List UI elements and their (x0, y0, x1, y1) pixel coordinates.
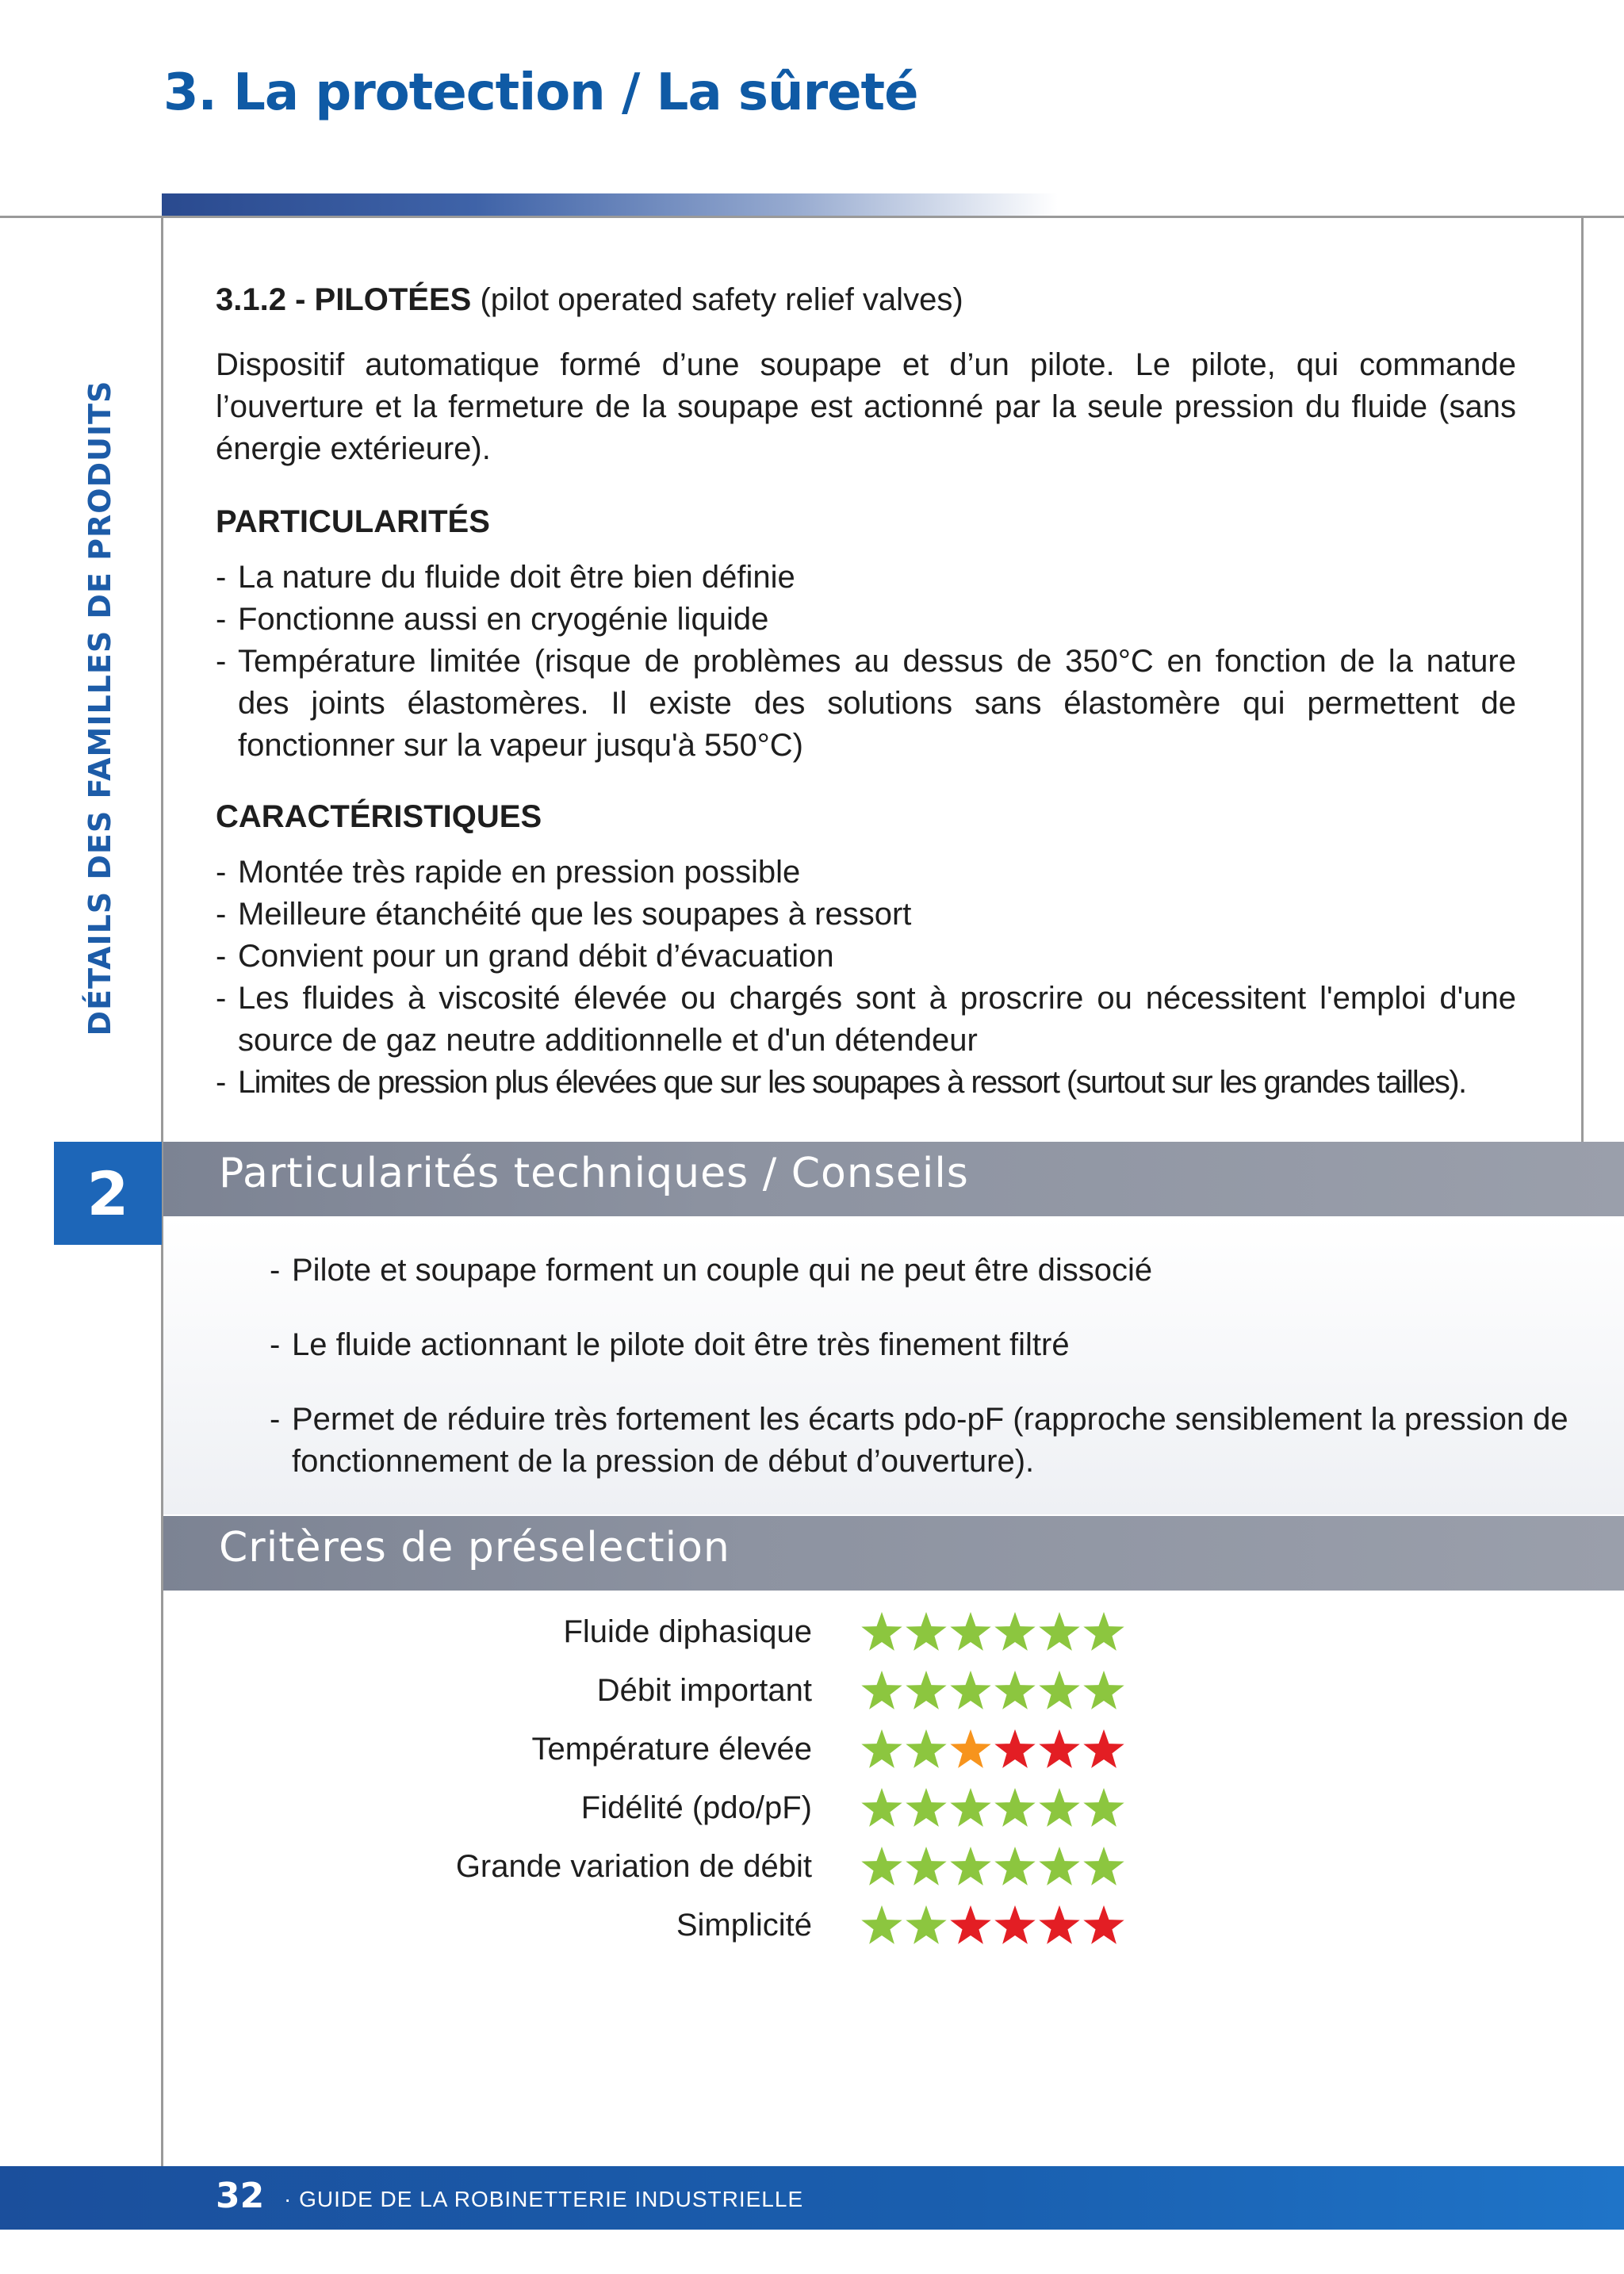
caracteristiques-list (216, 852, 1516, 1104)
star-red-icon (993, 1903, 1037, 1947)
conseil-item: - Permet de réduire très fortement les écarts pdo-pF (rapproche sensiblement la pression de fonctionnement de la pression de début d’ouverture). (270, 1399, 1586, 1483)
chapter-number-tab: 2 (54, 1142, 162, 1245)
star-green-icon (993, 1786, 1037, 1830)
frame-right-rule (1581, 216, 1584, 1143)
caracteristiques-heading: CARACTÉRISTIQUES (216, 799, 542, 834)
star-rating (860, 1610, 1126, 1654)
star-green-icon (1082, 1844, 1126, 1889)
footer-text: · GUIDE DE LA ROBINETTERIE INDUSTRIELLE (284, 2187, 804, 2211)
particularites-list (216, 557, 1516, 767)
list-item: - Limites de pression plus élevées que sur les soupapes à ressort (surtout sur les grandes tailles). (216, 1062, 1516, 1104)
star-green-icon (948, 1668, 993, 1713)
section-heading (216, 282, 1516, 318)
sidebar-chapter-label: DÉTAILS DES FAMILLES DE PRODUITS (82, 380, 117, 1036)
section-number-title: 3.1.2 - PILOTÉES (216, 282, 472, 317)
star-green-icon (993, 1844, 1037, 1889)
star-rating (860, 1786, 1126, 1830)
star-green-icon (948, 1786, 993, 1830)
particularites-heading: PARTICULARITÉS (216, 504, 490, 539)
section-subtitle: (pilot operated safety relief valves) (480, 282, 963, 317)
list-item: - Convient pour un grand débit d’évacuation (216, 936, 1516, 978)
page-title: 3. La protection / La sûreté (163, 63, 918, 122)
star-green-icon (948, 1844, 993, 1889)
conseil-text: Permet de réduire très fortement les écarts pdo-pF (rapproche sensiblement la pression de fonctionnement de la pression de début d’ouverture). (292, 1402, 1568, 1479)
criteria-row (317, 1903, 1189, 1951)
star-green-icon (1037, 1668, 1082, 1713)
criteria-row (317, 1786, 1189, 1833)
star-green-icon (904, 1610, 948, 1654)
star-red-icon (948, 1903, 993, 1947)
list-item: - La nature du fluide doit être bien définie (216, 557, 1516, 599)
star-green-icon (860, 1727, 904, 1771)
list-item: - Température limitée (risque de problèmes au dessus de 350°C en fonction de la nature des joints élastomères. Il existe des solutions sans élastomère qui permettent de fonctionner sur la vapeur jusqu'à 550°C) (216, 641, 1516, 767)
star-green-icon (993, 1610, 1037, 1654)
star-green-icon (1082, 1668, 1126, 1713)
star-green-icon (1037, 1844, 1082, 1889)
star-red-icon (1037, 1903, 1082, 1947)
star-red-icon (1082, 1727, 1126, 1771)
star-green-icon (904, 1844, 948, 1889)
star-red-icon (993, 1727, 1037, 1771)
criteria-label: Fidélité (pdo/pF) (580, 1790, 812, 1825)
conseil-text: Le fluide actionnant le pilote doit être très finement filtré (292, 1327, 1070, 1362)
star-green-icon (904, 1786, 948, 1830)
star-red-icon (1082, 1903, 1126, 1947)
criteria-row (317, 1668, 1189, 1716)
criteria-label: Grande variation de débit (455, 1849, 812, 1884)
list-item: - Les fluides à viscosité élevée ou chargés sont à proscrire ou nécessitent l'emploi d'une source de gaz neutre additionnelle et d'un détendeur (216, 978, 1516, 1062)
criteria-label: Simplicité (676, 1908, 812, 1943)
conseils-title: Particularités techniques / Conseils (219, 1150, 969, 1197)
criteria-row (317, 1610, 1189, 1657)
conseil-item: - Pilote et soupape forment un couple qui ne peut être dissocié (270, 1250, 1586, 1292)
star-green-icon (904, 1903, 948, 1947)
star-orange-icon (948, 1727, 993, 1771)
criteria-row (317, 1844, 1189, 1892)
conseils-band (163, 1142, 1624, 1216)
star-green-icon (904, 1727, 948, 1771)
criteres-title: Critères de préselection (219, 1524, 730, 1572)
star-green-icon (860, 1844, 904, 1889)
star-rating (860, 1668, 1126, 1713)
criteria-label: Température élevée (531, 1732, 812, 1767)
star-green-icon (860, 1610, 904, 1654)
star-rating (860, 1844, 1126, 1889)
conseil-text: Pilote et soupape forment un couple qui ne peut être dissocié (292, 1253, 1153, 1288)
star-rating (860, 1727, 1126, 1771)
star-green-icon (860, 1903, 904, 1947)
list-item: - Fonctionne aussi en cryogénie liquide (216, 599, 1516, 641)
frame-top-rule (0, 216, 1624, 218)
star-green-icon (1082, 1786, 1126, 1830)
star-green-icon (948, 1610, 993, 1654)
list-item: - Meilleure étanchéité que les soupapes à ressort (216, 894, 1516, 936)
conseil-item: - Le fluide actionnant le pilote doit être très finement filtré (270, 1324, 1586, 1366)
star-green-icon (860, 1786, 904, 1830)
criteria-label: Fluide diphasique (563, 1614, 812, 1649)
list-item: - Montée très rapide en pression possible (216, 852, 1516, 894)
page-number: 32 (216, 2176, 265, 2216)
star-green-icon (904, 1668, 948, 1713)
star-rating (860, 1903, 1126, 1947)
star-red-icon (1037, 1727, 1082, 1771)
title-underline-bar (162, 193, 1058, 216)
star-green-icon (1037, 1610, 1082, 1654)
intro-paragraph: Dispositif automatique formé d’une soupape et d’un pilote. Le pilote, qui commande l’ouverture et la fermeture de la soupape est actionné par la seule pression du fluide (sans énergie extérieure). (216, 347, 1516, 466)
criteres-band (163, 1516, 1624, 1591)
criteria-label: Débit important (596, 1673, 812, 1708)
star-green-icon (1082, 1610, 1126, 1654)
star-green-icon (860, 1668, 904, 1713)
criteria-row (317, 1727, 1189, 1774)
star-green-icon (1037, 1786, 1082, 1830)
star-green-icon (993, 1668, 1037, 1713)
